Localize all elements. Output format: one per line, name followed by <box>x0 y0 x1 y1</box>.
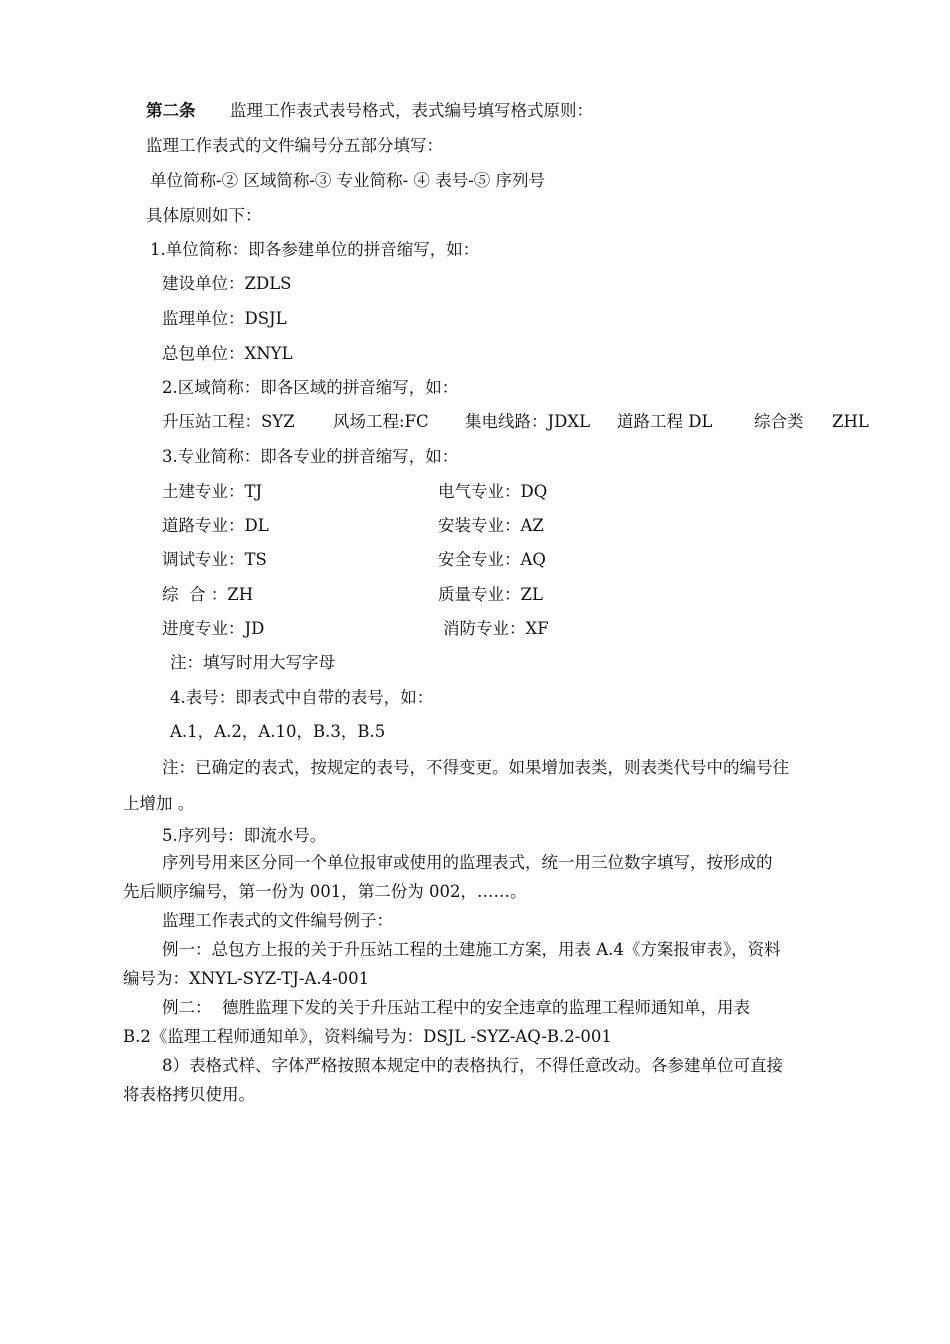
serial-heading: 5.序列号：即流水号。 <box>162 826 327 845</box>
parts-line: 单位简称-② 区域简称-③ 专业简称- ④ 表号-⑤ 序列号 <box>150 171 546 190</box>
unit-heading: 1.单位简称：即各参建单位的拼音缩写，如： <box>150 240 480 259</box>
specialty-left-jd: 进度专业：JD <box>162 619 265 638</box>
specialty-heading: 3.专业简称：即各专业的拼音缩写，如： <box>162 447 459 466</box>
examples-heading: 监理工作表式的文件编号例子： <box>162 911 393 930</box>
specialty-right-zl: 质量专业：ZL <box>438 585 543 604</box>
area-item-jdxl: 集电线路：JDXL <box>465 412 591 431</box>
article-title: 监理工作表式表号格式，表式编号填写格式原则： <box>230 101 593 120</box>
area-item-zh-label: 综合类 <box>754 412 804 431</box>
specialty-left-ts: 调试专业：TS <box>162 550 267 569</box>
specialty-left-dl: 道路专业：DL <box>162 516 269 535</box>
serial-line2: 先后顺序编号，第一份为 001，第二份为 002，……。 <box>123 882 527 901</box>
example2-line2: B.2《监理工程师通知单》，资料编号为：DSJL -SYZ-AQ-B.2-001 <box>123 1027 612 1046</box>
specialty-right-aq: 安全专业：AQ <box>438 550 546 569</box>
specialty-left-zh: 综 合 ：ZH <box>162 585 254 604</box>
area-item-zhl: ZHL <box>832 412 869 431</box>
specialty-left-tj: 土建专业：TJ <box>162 482 263 501</box>
area-item-syz: 升压站工程：SYZ <box>162 412 295 431</box>
form-no-note-line1: 注：已确定的表式，按规定的表号，不得变更。如果增加表类，则表类代号中的编号往 <box>162 758 789 777</box>
article-heading: 第二条 <box>146 101 196 120</box>
serial-line1: 序列号用来区分同一个单位报审或使用的监理表式，统一用三位数字填写，按形成的 <box>162 853 773 872</box>
specialty-note: 注：填写时用大写字母 <box>170 653 335 672</box>
form-no-heading: 4.表号：即表式中自带的表号，如： <box>170 688 434 707</box>
specialty-right-xf: 消防专业：XF <box>443 619 549 638</box>
area-item-dl: 道路工程 DL <box>617 412 713 431</box>
unit-item-supervisor: 监理单位：DSJL <box>162 309 287 328</box>
area-item-fc: 风场工程:FC <box>333 412 429 431</box>
unit-item-contractor: 总包单位：XNYL <box>162 344 293 363</box>
area-heading: 2.区域简称：即各区域的拼音缩写，如： <box>162 378 459 397</box>
example1-line2: 编号为：XNYL-SYZ-TJ-A.4-001 <box>123 969 370 988</box>
principles-line: 具体原则如下： <box>146 206 262 225</box>
format-line1: 8）表格式样、字体严格按照本规定中的表格执行，不得任意改动。各参建单位可直接 <box>162 1056 783 1075</box>
form-no-note-line2: 上增加 。 <box>123 794 195 813</box>
intro-line: 监理工作表式的文件编号分五部分填写： <box>146 136 443 155</box>
format-line2: 将表格拷贝使用。 <box>123 1085 255 1104</box>
example1-line1: 例一：总包方上报的关于升压站工程的土建施工方案，用表 A.4《方案报审表》，资料 <box>162 940 781 959</box>
specialty-right-az: 安装专业：AZ <box>438 516 544 535</box>
unit-item-owner: 建设单位：ZDLS <box>162 274 292 293</box>
example2-line1: 例二： 德胜监理下发的关于升压站工程中的安全违章的监理工程师通知单，用表 <box>162 998 750 1017</box>
form-no-examples: A.1，A.2，A.10，B.3，B.5 <box>170 722 386 741</box>
specialty-right-dq: 电气专业：DQ <box>438 482 548 501</box>
